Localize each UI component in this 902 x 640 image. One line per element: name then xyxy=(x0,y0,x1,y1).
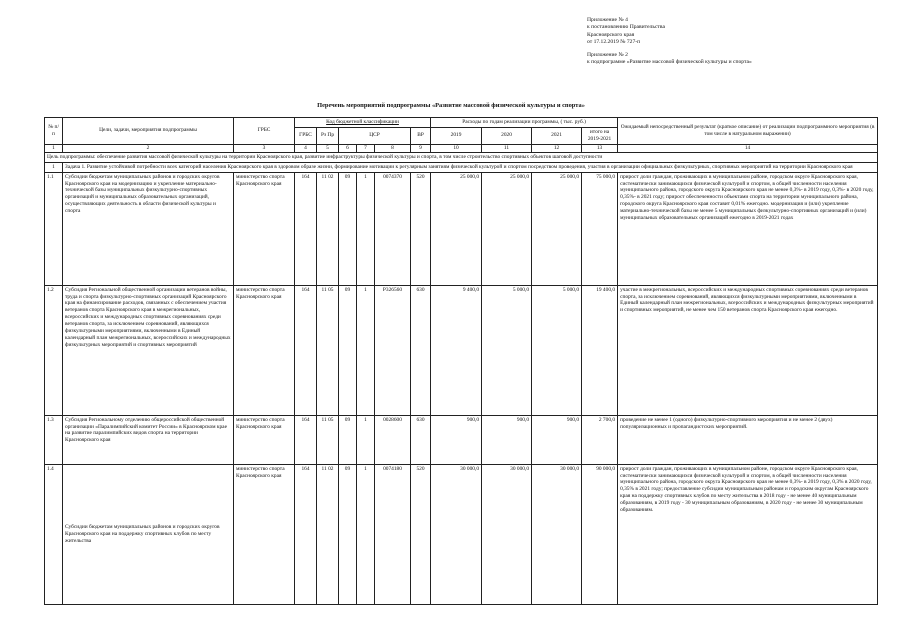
expense-2020: 30 000,0 xyxy=(482,464,532,604)
csr-code-3: 0028600 xyxy=(375,415,411,464)
column-number: 11 xyxy=(482,144,532,152)
grbs-name: министерство спорта Красноярского края xyxy=(234,285,295,415)
goal-row: Цель подпрограммы: обеспечение развития массовой физической культуры на территории Красноярского края, развитие инфраструктуры физической культуры и спорта, в том числе строительство спортивных объектов шаговой доступности xyxy=(45,152,878,162)
header-expenses: Расходы по годам реализации программы, ( тыс. руб.) xyxy=(431,118,618,128)
document-title: Перечень мероприятий подпрограммы «Развитие массовой физической культуры и спорта» xyxy=(317,102,585,109)
rzpr-code: 11 05 xyxy=(317,415,339,464)
csr-code-3: P326560 xyxy=(375,285,411,415)
row-number: 1.4 xyxy=(45,464,63,604)
expense-total: 2 700,0 xyxy=(582,415,618,464)
annex-line: от 17.12.2019 № 727-п xyxy=(587,39,641,46)
expense-2021: 25 000,0 xyxy=(532,172,582,285)
expense-2020: 25 000,0 xyxy=(482,172,532,285)
csr-code-2: 1 xyxy=(357,464,375,604)
csr-code-3: 0074370 xyxy=(375,172,411,285)
grbs-code: 164 xyxy=(295,172,317,285)
header-kbk: Код бюджетной классификации xyxy=(295,118,431,128)
column-number: 14 xyxy=(618,144,878,152)
column-number: 5 xyxy=(317,144,339,152)
activity-name: Субсидии бюджетам муниципальных районов и городских округов Красноярского края на модернизацию и укрепление материально-технической базы муниципальных физкультурно-спортивных организаций и муниципальных образовательных организаций, осуществляющих деятельность в области физической культуры и спорта xyxy=(63,172,234,285)
column-number: 2 xyxy=(63,144,234,152)
row-number: 1.2 xyxy=(45,285,63,415)
vr-code: 520 xyxy=(411,172,431,285)
csr-code-3: 0074180 xyxy=(375,464,411,604)
column-number: 9 xyxy=(411,144,431,152)
annex-line: к подпрограмме «Развитие массовой физической культуры и спорта» xyxy=(587,59,752,66)
table-row xyxy=(45,415,878,464)
grbs-name: министерство спорта Красноярского края xyxy=(234,172,295,285)
column-number: 13 xyxy=(582,144,618,152)
expense-2021: 900,0 xyxy=(532,415,582,464)
header-csr: ЦСР xyxy=(339,127,411,144)
annex-line: Приложение № 4 xyxy=(587,17,628,23)
annex-block xyxy=(587,17,887,66)
vr-code: 520 xyxy=(411,464,431,604)
expense-2019: 30 000,0 xyxy=(431,464,482,604)
header-result: Ожидаемый непосредственный результат (краткое описание) от реализации подпрограммного мероприятия (в том числе в натуральном выражении) xyxy=(618,118,878,145)
header-grbs-code: ГРБС xyxy=(295,127,317,144)
table-row xyxy=(45,172,878,285)
csr-code-2: 1 xyxy=(357,415,375,464)
csr-code-1: 09 xyxy=(339,464,357,604)
table-row xyxy=(45,285,878,415)
activity-name: Субсидия Региональному отделению общероссийской общественной организации «Паралимпийский комитет России» в Красноярском крае на развитие паралимпийских видов спорта на территории Красноярского края xyxy=(63,415,234,464)
csr-code-2: 1 xyxy=(357,172,375,285)
activity-name: Субсидия Региональной общественной организации ветеранов войны, труда и спорта физкультурно-спортивных организаций Красноярского края на финансирование расходов, связанных с обеспечением участия ветеранов спорта Красноярского края в межрегиональных, всероссийских и международных спортивных соревнованиях среди ветеранов спорта, за исключением соревнований, являющихся физкультурными мероприятиями, включенными в Единый календарный план межрегиональных, всероссийских и международных физкультурных мероприятий и спортивных мероприятий xyxy=(63,285,234,415)
grbs-name: министерство спорта Красноярского края xyxy=(234,464,295,604)
column-number: 10 xyxy=(431,144,482,152)
expense-2019: 25 000,0 xyxy=(431,172,482,285)
expected-result: прирост доли граждан, проживающих в муниципальном районе, городском округе Красноярского края, систематически занимающихся физической культурой и спортом, в общей численности населения муниципального района, городского округа Красноярского края не менее 0,3%- в 2019 году, 0,3% в 2020 году, 0,35% в 2021 году; предоставление субсидии муниципальным районам и городским округам Красноярского края на поддержку спортивных клубов по месту жительства в 2018 году - не менее 40 муниципальным образованиям, в 2019 году - 30 муниципальным образованиям, в 2020 году - не менее 30 муниципальным образованиям. xyxy=(618,464,878,604)
expense-2020: 900,0 xyxy=(482,415,532,464)
vr-code: 630 xyxy=(411,285,431,415)
expected-result: проведение не менее 1 (одного) физкультурно-спортивного мероприятия и не менее 2 (двух) популяризационных и пропагандистских мероприятий. xyxy=(618,415,878,464)
header-grbs: ГРБС xyxy=(234,118,295,145)
expense-2020: 5 000,0 xyxy=(482,285,532,415)
expense-2021: 5 000,0 xyxy=(532,285,582,415)
rzpr-code: 11 02 xyxy=(317,464,339,604)
header-vr: ВР xyxy=(411,127,431,144)
header-goals: Цели, задачи, мероприятия подпрограммы xyxy=(63,118,234,145)
task-number: 1 xyxy=(45,162,63,172)
column-number: 8 xyxy=(375,144,411,152)
header-total: итого на 2019-2021 xyxy=(582,127,618,144)
expected-result: прирост доли граждан, проживающих в муниципальном районе, городском округе Красноярского края, систематически занимающихся физической культурой и спортом, в общей численности населения муниципального района, городского округа Красноярского края не менее 0,3%- в 2019 году, 0,3%- в 2020 году, 0,35%- в 2021 году; прирост обеспеченности объектами спорта на территории муниципального района, городского округа Красноярского края составит 0,01% ежегодно. модернизация и (или) укрепление материально-технической базы не менее 5 муниципальных физкультурно-спортивных организаций и (или) муниципальных образовательных организаций ежегодно в 2019-2021 годах xyxy=(618,172,878,285)
csr-code-1: 09 xyxy=(339,285,357,415)
task-row: Задача 1. Развитие устойчивой потребности всех категорий населения Красноярского края в здоровом образе жизни, формирование мотивации к регулярным занятиям физической культурой и спортом посредством проведения, участия в организации официальных физкультурных, спортивных мероприятий на территории Красноярского края xyxy=(63,162,878,172)
header-2019: 2019 xyxy=(431,127,482,144)
activities-table xyxy=(44,117,878,605)
column-number: 4 xyxy=(295,144,317,152)
rzpr-code: 11 05 xyxy=(317,285,339,415)
header-2020: 2020 xyxy=(482,127,532,144)
vr-code: 630 xyxy=(411,415,431,464)
grbs-code: 164 xyxy=(295,464,317,604)
expense-2021: 30 000,0 xyxy=(532,464,582,604)
csr-code-1: 09 xyxy=(339,415,357,464)
header-2021: 2021 xyxy=(532,127,582,144)
expense-2019: 9 400,0 xyxy=(431,285,482,415)
column-number: 7 xyxy=(357,144,375,152)
grbs-code: 164 xyxy=(295,285,317,415)
header-rzpr: Рз Пр xyxy=(317,127,339,144)
activity-name: Субсидии бюджетам муниципальных районов и городских округов Красноярского края на поддержку спортивных клубов по месту жительства xyxy=(63,464,234,604)
expected-result: участие в межрегиональных, всероссийских и международных спортивных соревнованиях среди ветеранов спорта, за исключением соревнований, являющихся физкультурными мероприятиями, включенными в Единый календарный план межрегиональных, всероссийских и международных физкультурных мероприятий и спортивных мероприятий, не менее чем 150 ветеранов спорта Красноярского края ежегодно. xyxy=(618,285,878,415)
rzpr-code: 11 02 xyxy=(317,172,339,285)
grbs-name: министерство спорта Красноярского края xyxy=(234,415,295,464)
expense-total: 90 000,0 xyxy=(582,464,618,604)
csr-code-2: 1 xyxy=(357,285,375,415)
grbs-code: 164 xyxy=(295,415,317,464)
expense-total: 75 000,0 xyxy=(582,172,618,285)
column-number: 1 xyxy=(45,144,63,152)
header-num: № п/п xyxy=(45,118,63,145)
annex-line: Приложение № 2 xyxy=(587,51,628,58)
column-number: 12 xyxy=(532,144,582,152)
row-number: 1.3 xyxy=(45,415,63,464)
row-number: 1.1 xyxy=(45,172,63,285)
annex-line: Красноярского края xyxy=(587,31,635,38)
column-number: 3 xyxy=(234,144,295,152)
expense-2019: 900,0 xyxy=(431,415,482,464)
annex-line: к постановлению Правительства xyxy=(587,24,665,31)
expense-total: 19 400,0 xyxy=(582,285,618,415)
csr-code-1: 09 xyxy=(339,172,357,285)
column-number: 6 xyxy=(339,144,357,152)
table-row xyxy=(45,464,878,604)
